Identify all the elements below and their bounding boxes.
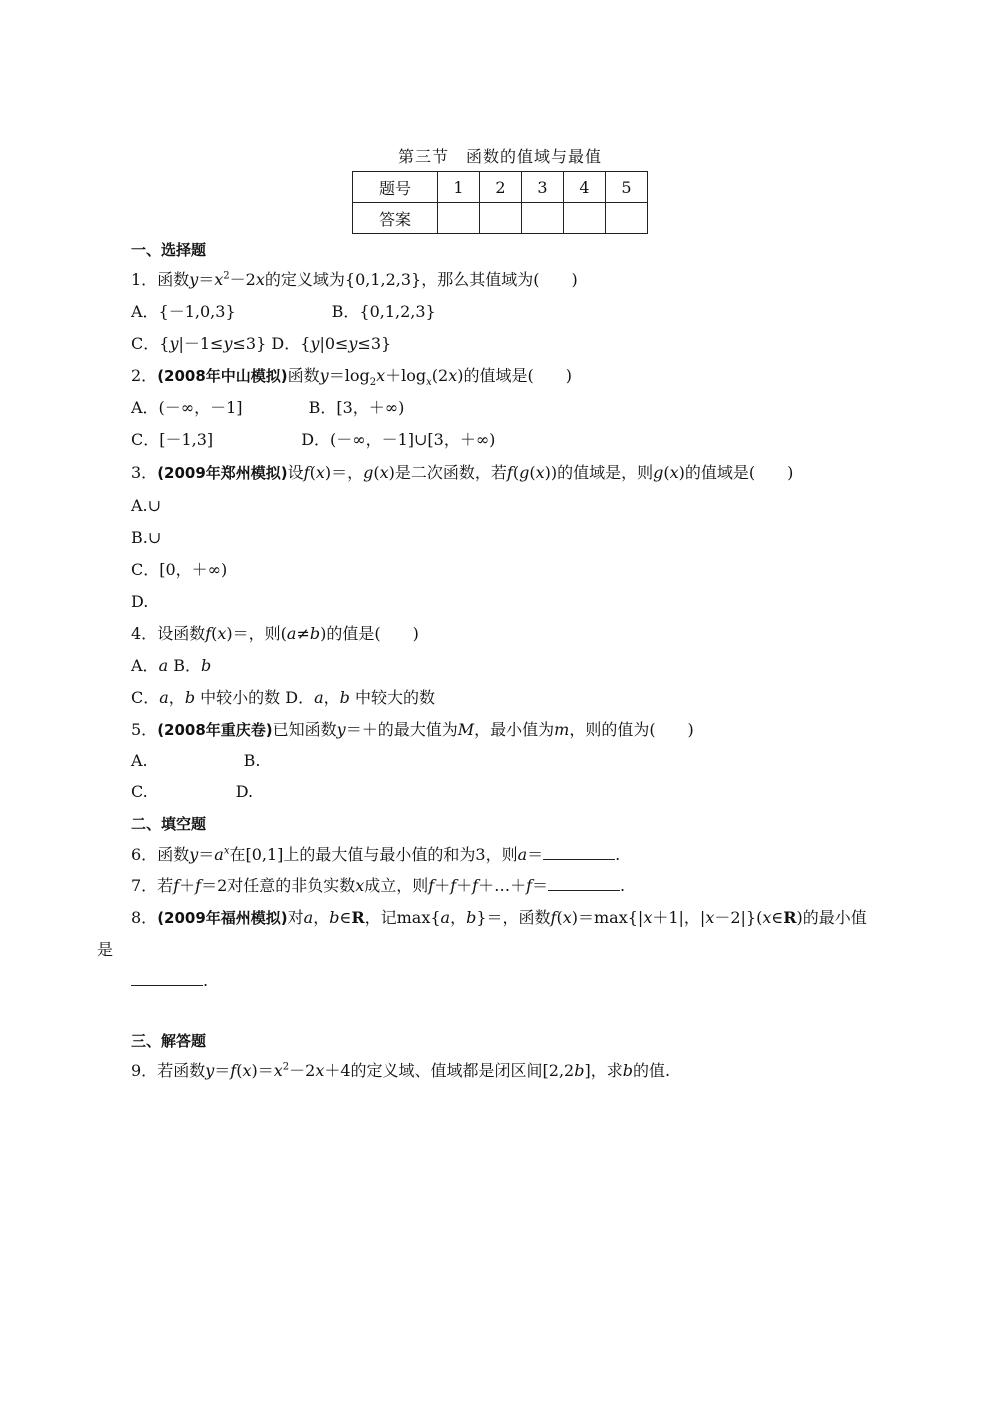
question-text: 成立，则: [364, 876, 429, 895]
table-cell: 4: [564, 172, 606, 203]
option-a: A.: [131, 751, 148, 770]
question-text: ，记max{: [364, 908, 441, 927]
question-5: 5．(2008年重庆卷)已知函数y＝＋的最大值为M，最小值为m，则的值为( ): [131, 720, 694, 739]
question-1: 1．函数$y=x^2-2x$的定义域为{0,1,2,3}，那么其值域为( ): [131, 270, 578, 289]
answer-blank[interactable]: [131, 971, 203, 986]
question-text: 设函数: [157, 624, 206, 643]
option-c: C．: [131, 688, 160, 707]
question-text: 函数: [157, 845, 190, 864]
question-8-wrap: 是: [97, 940, 114, 959]
question-text: 若: [157, 876, 174, 895]
question-2: 2．(2008年中山模拟)函数$y=\log_2x+\log_x(2x)$的值域是( ): [131, 366, 572, 389]
question-text: 的定义域、值域都是闭区间[2,2: [350, 1061, 575, 1080]
question-number: 2．: [131, 366, 158, 385]
question-2-options-ab: [131, 398, 404, 418]
question-text: 的值域是( ): [463, 366, 572, 385]
section-heading: 三、解答题: [131, 1032, 207, 1050]
option-b: B．{0,1,2,3}: [331, 302, 436, 321]
answer-table: [352, 171, 648, 234]
question-1-options-cd: [131, 334, 391, 354]
question-8-answer: .: [131, 971, 208, 991]
question-9: 9．若函数$y=f(x)=x^2-2x+4$的定义域、值域都是闭区间[2,2b]，求b的值.: [131, 1061, 671, 1080]
question-3: 3．(2009年郑州模拟)设f(x)＝，g(x)是二次函数，若f(g(x))的值域是，则g(x)的值域是( ): [131, 463, 794, 482]
option-c: C．[0，＋∞): [131, 560, 228, 579]
question-text: ，则: [248, 624, 281, 643]
question-number: 3．: [131, 463, 158, 482]
question-6: 6．函数$y=a^x$在[0,1]上的最大值与最小值的和为3，则a＝ .: [131, 845, 621, 864]
question-text: ＝2对任意的非负实数: [201, 876, 356, 895]
question-source: (2009年郑州模拟): [157, 464, 288, 482]
answer-cell: [522, 203, 564, 234]
question-text: 的值.: [632, 1061, 671, 1080]
question-source: (2008年中山模拟): [157, 367, 288, 385]
option-b: B．[3，＋∞): [308, 398, 405, 417]
table-cell: 3: [522, 172, 564, 203]
question-text: 的最小值: [802, 908, 867, 927]
option-c: C．{y|－1≤y≤3}: [131, 334, 267, 353]
option-d: D．{y|0≤y≤3}: [271, 334, 392, 353]
question-text: }＝，函数: [476, 908, 551, 927]
question-number: 9．: [131, 1061, 158, 1080]
table-row: [353, 172, 648, 203]
question-text: 设: [287, 463, 304, 482]
question-number: 7．: [131, 876, 158, 895]
question-text: 在[0,1]上的最大值与最小值的和为3，则: [229, 845, 518, 864]
question-number: 8．: [131, 908, 158, 927]
answer-blank[interactable]: [548, 876, 620, 891]
section-heading: 一、选择题: [131, 241, 207, 259]
question-number: 6．: [131, 845, 158, 864]
question-text: 已知函数: [272, 720, 337, 739]
question-text: ，最小值为: [474, 720, 555, 739]
question-text: 是二次函数，若: [394, 463, 507, 482]
question-5-options-cd: [131, 782, 253, 802]
option-a: A．(－∞，－1]: [131, 398, 243, 417]
question-5-options-ab: [131, 751, 260, 771]
question-number: 4．: [131, 624, 158, 643]
question-text: 函数: [157, 270, 190, 289]
question-7: 7．若f＋f＝2对任意的非负实数x成立，则f＋f＋f＋…＋f＝ .: [131, 876, 626, 895]
question-text: 若函数: [157, 1061, 206, 1080]
question-text: 函数: [287, 366, 320, 385]
option-d: D．(－∞，－1]∪[3，＋∞): [301, 430, 496, 449]
option-b: B.∪: [131, 528, 162, 547]
option-b: B.: [243, 751, 261, 770]
question-source: (2009年福州模拟): [157, 909, 288, 927]
question-4-options-cd: C．a，b 中较小的数 D．a，b 中较大的数: [131, 688, 436, 707]
question-text: 的定义域为{0,1,2,3}，那么其值域为( ): [264, 270, 578, 289]
option-b: B．: [173, 656, 201, 675]
question-text: ]，求: [584, 1061, 623, 1080]
table-row-label: 题号: [353, 172, 438, 203]
table-cell: 2: [480, 172, 522, 203]
answer-cell: [564, 203, 606, 234]
question-number: 5．: [131, 720, 158, 739]
page-title: 第三节 函数的值域与最值: [397, 147, 602, 166]
answer-cell: [606, 203, 648, 234]
option-d: D.: [235, 782, 254, 801]
question-2-options-cd: [131, 430, 495, 450]
answer-blank[interactable]: [543, 845, 615, 860]
question-text: 对: [287, 908, 304, 927]
question-4: 4．设函数f(x)＝，则(a≠b)的值是( ): [131, 624, 419, 643]
option-a: A.∪: [131, 496, 162, 515]
option-a: A．{－1,0,3}: [131, 302, 236, 321]
question-1-options-ab: [131, 302, 436, 322]
table-cell: 1: [438, 172, 480, 203]
question-text: 的值域是，则: [557, 463, 654, 482]
option-a: A．: [131, 656, 159, 675]
table-cell: 5: [606, 172, 648, 203]
answer-cell: [480, 203, 522, 234]
table-row: [353, 203, 648, 234]
question-text: 的值是( ): [326, 624, 419, 643]
section-heading: 二、填空题: [131, 815, 207, 833]
option-c: C.: [131, 782, 148, 801]
table-row-label: 答案: [353, 203, 438, 234]
answer-cell: [438, 203, 480, 234]
option-d: D.: [131, 592, 149, 611]
question-8: 8．(2009年福州模拟)对a，b∈R，记max{a，b}＝，函数f(x)＝max{|x＋1|，|x－2|}(x∈R)的最小值: [131, 908, 867, 927]
option-c: C．[－1,3]: [131, 430, 214, 449]
question-text: 的值域是( ): [684, 463, 794, 482]
question-source: (2008年重庆卷): [157, 721, 273, 739]
question-4-options-ab: A．a B．b: [131, 656, 212, 675]
option-d: D．: [285, 688, 315, 707]
question-number: 1．: [131, 270, 158, 289]
question-text: ，则的值为( ): [569, 720, 694, 739]
question-text: ＝＋的最大值为: [345, 720, 458, 739]
